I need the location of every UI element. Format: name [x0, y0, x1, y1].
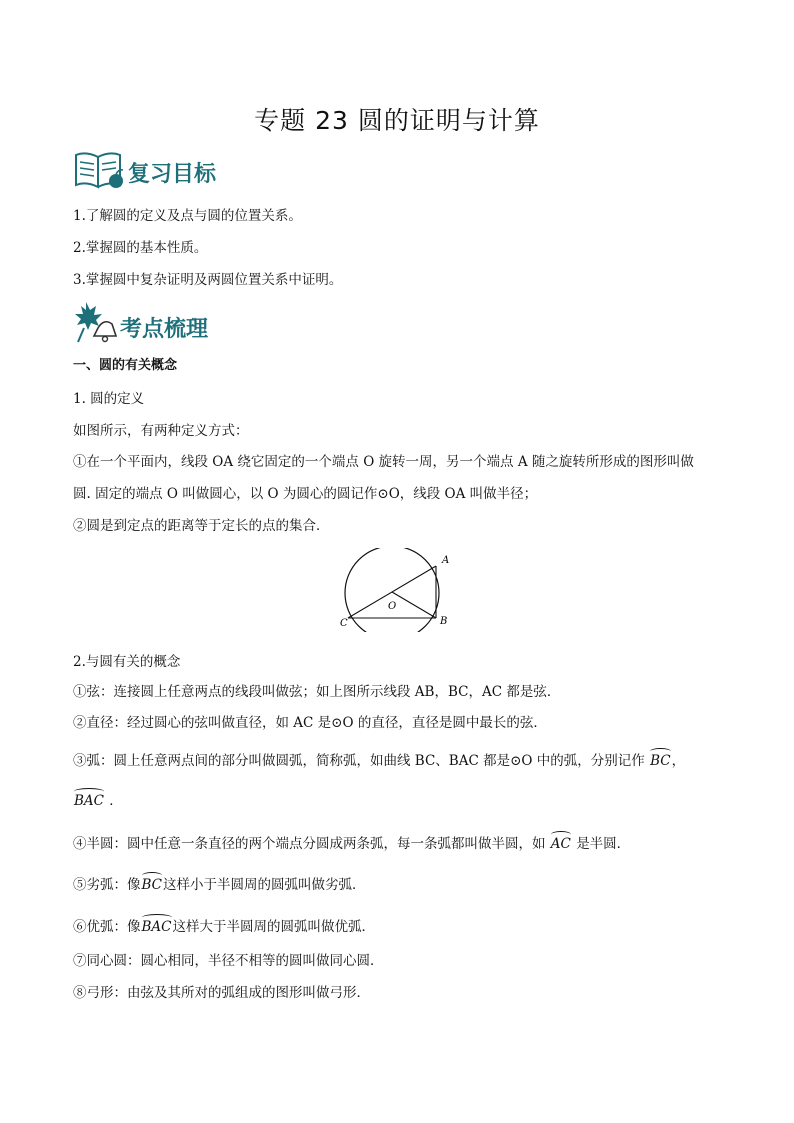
label-a: A: [442, 555, 450, 566]
circle-diagram: [338, 548, 462, 632]
concept-semicircle-end: 是半圆．: [576, 836, 631, 852]
subheading-circle-definition: 1. 圆的定义: [73, 391, 145, 407]
section-header-key-points: [72, 298, 252, 348]
label-b: B: [440, 616, 448, 627]
goal-item-2: 2.掌握圆的基本性质。: [73, 240, 208, 256]
concept-major-arc-post: 这样大于半圆周的圆弧叫做优弧．: [172, 919, 375, 935]
section-header-review-goals: [72, 147, 252, 197]
concept-major-arc-pre: ⑥优弧：像: [73, 919, 141, 935]
label-o: O: [388, 601, 397, 612]
concept-arc: [73, 751, 685, 771]
concept-minor-arc: [73, 875, 366, 895]
major-arc-bac-notation: BAC: [141, 919, 172, 935]
definition-intro: 如图所示，有两种定义方式：: [73, 423, 249, 439]
subheading-related-concepts: 2.与圆有关的概念: [73, 654, 181, 670]
radius-ob: [392, 592, 436, 618]
circle-o: [345, 548, 439, 632]
concept-major-arc: [73, 917, 375, 937]
arc-bac-notation: BAC: [74, 793, 104, 809]
definition-2: ②圆是到定点的距离等于定长的点的集合．: [73, 518, 330, 534]
goal-item-3: 3.掌握圆中复杂证明及两圆位置关系中证明。: [73, 272, 343, 288]
concept-minor-arc-pre: ⑤劣弧：像: [73, 877, 141, 893]
concept-segment: ⑧弓形：由弦及其所对的弧组成的图形叫做弓形．: [73, 985, 370, 1001]
minor-arc-bc-notation: BC: [141, 877, 163, 893]
concept-semicircle-text: ④半圆：圆中任意一条直径的两个端点分圆成两条弧，每一条弧都叫做半圆，如: [73, 836, 546, 852]
arc-bc-notation: BC: [650, 753, 671, 769]
arc-ac-notation: AC: [550, 836, 571, 852]
section-title-key-points: 考点梳理: [120, 317, 209, 342]
open-book-icon: [72, 149, 126, 193]
concept-arc-separator: ，: [671, 753, 686, 769]
concept-chord: ①弦：连接圆上任意两点的线段叫做弦；如上图所示线段 AB，BC，AC 都是弦．: [73, 684, 561, 700]
concept-semicircle: [73, 834, 630, 854]
label-c: C: [340, 618, 348, 629]
definition-1-line-2: 圆. 固定的端点 O 叫做圆心，以 O 为圆心的圆记作⊙O，线段 OA 叫做半径；: [73, 486, 538, 502]
page-title: 专题 23 圆的证明与计算: [254, 106, 540, 135]
concept-minor-arc-post: 这样小于半圆周的圆弧叫做劣弧．: [163, 877, 366, 893]
concept-diameter: ②直径：经过圆心的弦叫做直径，如 AC 是⊙O 的直径，直径是圆中最长的弦．: [73, 715, 547, 731]
definition-1-line-1: ①在一个平面内，线段 OA 绕它固定的一个端点 O 旋转一周，另一个端点 A 随之旋转所形成的图形叫做: [73, 454, 694, 470]
concept-concentric-circles: ⑦同心圆：圆心相同，半径不相等的圆叫做同心圆．: [73, 953, 384, 969]
section-title-review-goals: 复习目标: [128, 162, 217, 187]
maple-leaf-bell-icon: [72, 298, 122, 348]
concept-arc-end: ．: [109, 793, 123, 809]
heading-circle-concepts: 一、圆的有关概念: [73, 358, 178, 373]
concept-arc-continued: [73, 791, 123, 811]
goal-item-1: 1.了解圆的定义及点与圆的位置关系。: [73, 208, 302, 224]
concept-arc-text: ③弧：圆上任意两点间的部分叫做圆弧，简称弧，如曲线 BC、BAC 都是⊙O 中的弧，分别记作: [73, 753, 645, 769]
